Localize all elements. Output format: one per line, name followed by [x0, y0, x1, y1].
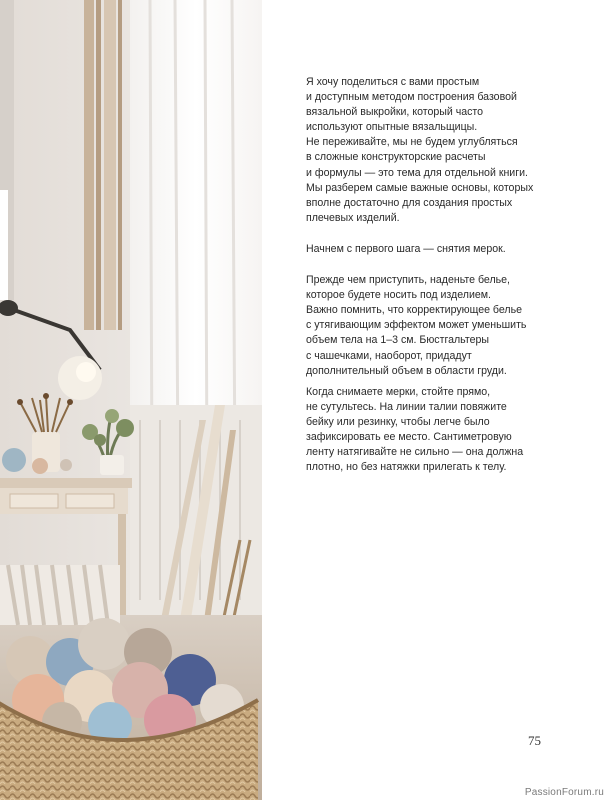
text-line: вязальной выкройки, который часто	[306, 106, 484, 119]
text-line: Важно помнить, что корректирующее белье	[306, 304, 523, 317]
text-line: плечевых изделий.	[306, 211, 400, 224]
text-line: Не переживайте, мы не будем углубляться	[306, 136, 518, 149]
watermark: PassionForum.ru	[524, 787, 604, 798]
text-line: и формулы — это тема для отдельной книги.	[306, 166, 528, 179]
text-line: с чашечками, наоборот, придадут	[306, 349, 472, 362]
measuring-paragraph	[306, 385, 596, 476]
text-line: плотно, но без натяжки прилегать к телу.	[306, 461, 507, 474]
first-step-paragraph	[306, 242, 596, 257]
text-line: не сутультесь. На линии талии повяжите	[306, 400, 507, 413]
article-text	[306, 75, 596, 475]
text-line: и доступным методом построения базовой	[306, 91, 517, 104]
text-line: Прежде чем приступить, наденьте белье,	[306, 274, 510, 287]
text-line: бейку или резинку, чтобы легче было	[306, 415, 490, 428]
text-line: с утягивающим эффектом может уменьшить	[306, 319, 527, 332]
text-line: ленту натягивайте не сильно — она должна	[306, 446, 524, 459]
text-line: которое будете носить под изделием.	[306, 289, 491, 302]
intro-paragraph	[306, 75, 596, 226]
knitting-photo	[0, 0, 262, 800]
text-line: дополнительный объем в области груди.	[306, 364, 507, 377]
text-line: Я хочу поделиться с вами простым	[306, 76, 480, 88]
text-line: Мы разберем самые важные основы, которых	[306, 181, 534, 194]
text-line: Когда снимаете мерки, стойте прямо,	[306, 385, 491, 398]
page-number: 75	[528, 733, 541, 748]
text-line: объем тела на 1–3 см. Бюстгальтеры	[306, 334, 489, 347]
text-line: зафиксировать ее место. Сантиметровую	[306, 430, 512, 443]
text-line: вполне достаточно для создания простых	[306, 196, 513, 209]
text-line: Начнем с первого шага — снятия мерок.	[306, 242, 506, 255]
underwear-paragraph	[306, 273, 596, 379]
text-line: в сложные конструкторские расчеты	[306, 151, 486, 164]
text-line: используют опытные вязальщицы.	[306, 121, 478, 134]
